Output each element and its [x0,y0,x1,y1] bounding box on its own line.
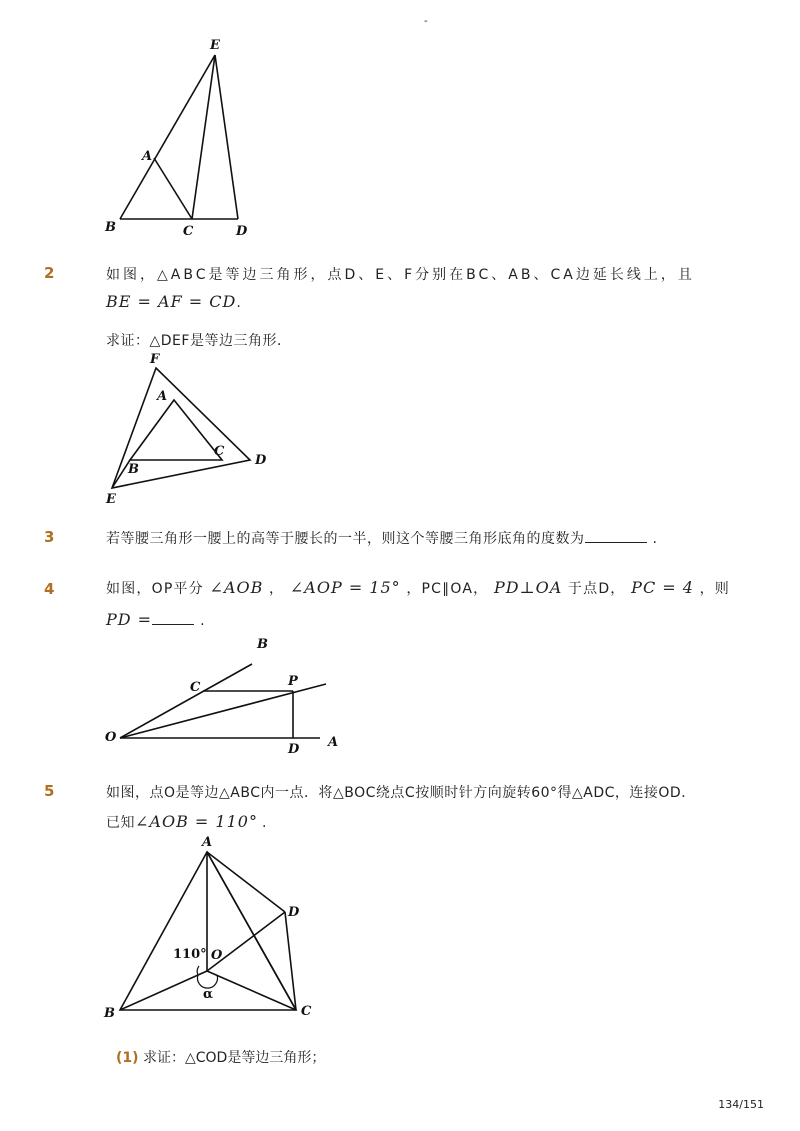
label-D: D [236,224,248,239]
label-D: D [255,453,267,468]
math-angle-AOP: ∠AOP = 15° [289,578,401,597]
question-number: 5 [44,782,55,800]
math-perpendicular: PD⊥OA [493,578,563,597]
label-E: E [210,38,220,53]
period: . [652,531,658,547]
figure-2 [100,354,280,514]
segment-BE [120,55,215,219]
question-number: 2 [44,264,55,282]
figure-5 [100,834,330,1034]
math-angle-AOB: ∠AOB = 110° [135,812,258,831]
segment-OC [207,971,296,1010]
question-text: 如图，△ABC是等边三角形，点D、E、F分别在BC、AB、CA边延长线上，且 [106,267,695,283]
figure-1 [100,36,260,246]
period: . [236,295,242,311]
question-body: 若等腰三角形一腰上的高等于腰长的一半，则这个等腰三角形底角的度数为 [106,531,585,547]
proof-statement: 求证：△DEF是等边三角形． [106,333,292,349]
math-angle-AOB: ∠AOB [209,578,264,597]
angle-arc-110 [197,966,199,975]
question-text: 如图，点O是等边△ABC内一点．将△BOC绕点C按顺时针方向旋转60°得△ADC，连接OD． [106,785,696,801]
period: . [200,613,206,629]
question-text [106,528,657,548]
figure-4 [100,634,360,764]
subquestion-number: (1) [116,1050,139,1066]
label-C: C [301,1004,312,1019]
label-D: D [288,905,300,920]
math-line [106,292,241,311]
segment-DC [285,912,296,1010]
label-C: C [190,680,201,695]
label-A: A [202,835,213,850]
label-A: A [142,149,153,164]
page-number: 134/151 [718,1098,764,1111]
triangle-ABC [130,400,222,460]
label-B: B [128,462,139,477]
label-A: A [328,735,339,750]
label-B: B [257,637,268,652]
text-part: 已知 [106,815,135,831]
text-part: ，则 [699,581,730,597]
math-pd: PD = [106,610,153,629]
label-angle-110: 110° [173,947,207,962]
ray-OB [120,664,252,738]
segment-AD [207,852,285,912]
label-P: P [288,674,298,689]
label-B: B [104,1006,115,1021]
subquestion-text: 求证：△COD是等边三角形； [143,1050,326,1066]
segment-ED [215,55,238,219]
math-line [106,812,267,832]
label-D: D [288,742,300,757]
answer-blank[interactable] [585,530,647,543]
label-B: B [105,220,116,235]
top-mark: - [424,16,428,27]
math-line [106,610,205,629]
ray-OP [120,684,326,738]
answer-blank[interactable] [152,612,194,625]
subquestion-1 [116,1047,325,1067]
label-A: A [157,389,168,404]
label-E: E [106,492,116,507]
question-text [106,578,730,598]
label-C: C [183,224,194,239]
math-pc: PC = 4 [631,578,694,597]
text-part: ，PC∥OA， [406,581,489,597]
segment-EC [192,55,215,219]
label-alpha: α [203,987,214,1002]
segment-AC-inner [207,852,296,1010]
label-O: O [105,730,117,745]
text-part: ， [269,581,285,597]
text-part: 如图，OP平分 [106,581,204,597]
segment-AC [154,158,192,219]
label-F: F [150,352,160,367]
segment-OB [120,971,207,1010]
text-part: 于点D， [567,581,626,597]
equation: BE = AF = CD [106,292,237,311]
period: . [261,815,267,831]
question-number: 3 [44,528,55,546]
question-number: 4 [44,580,55,598]
label-O: O [211,948,223,963]
label-C: C [214,444,225,459]
